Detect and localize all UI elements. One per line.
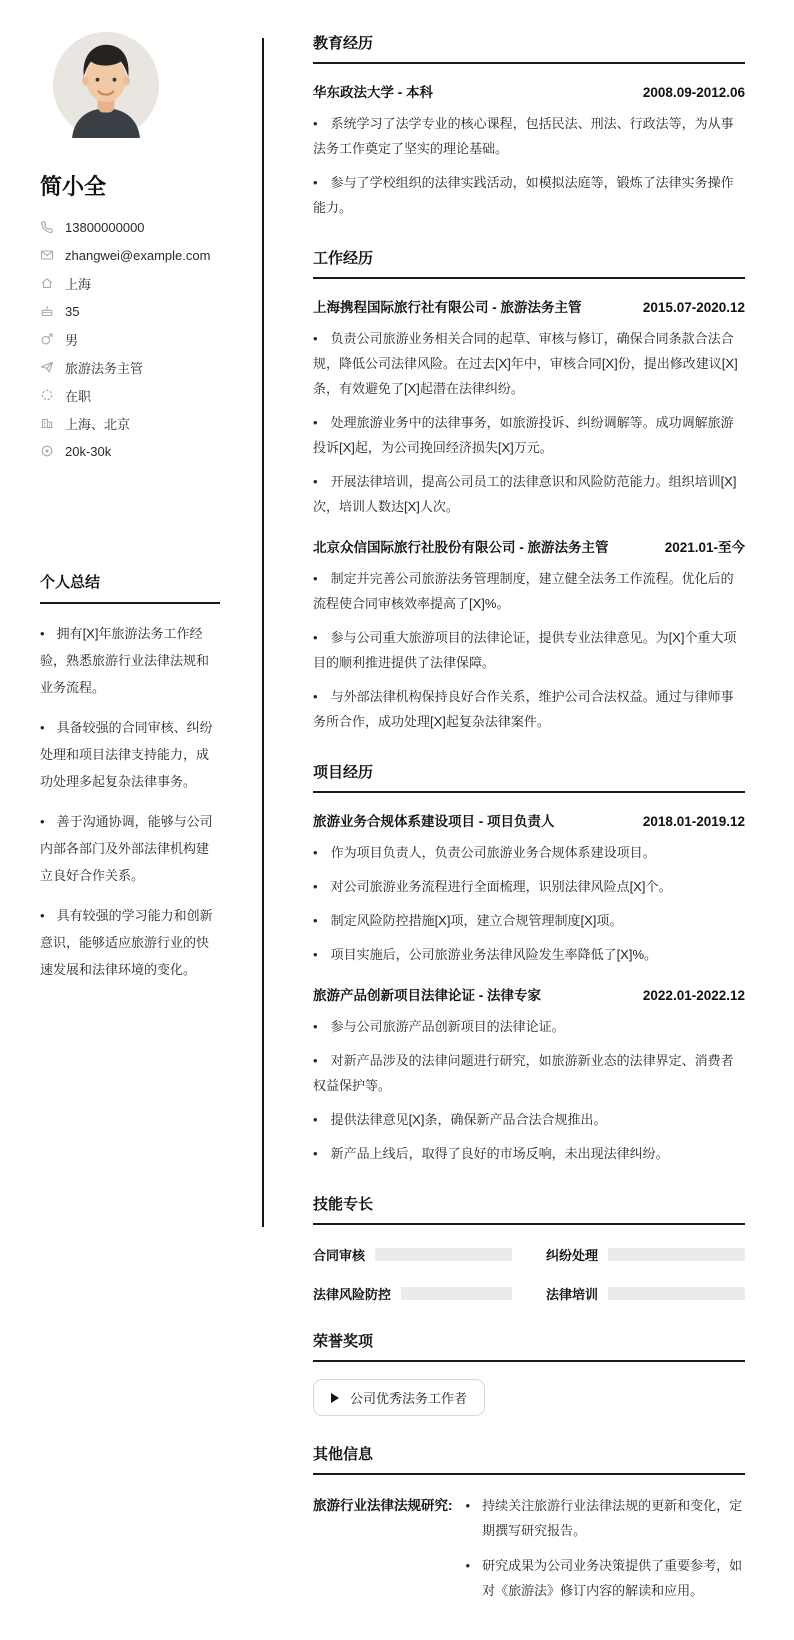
entry-header xyxy=(313,81,745,101)
project-bullet: • 项目实施后，公司旅游业务法律风险发生率降低了[X]%。 xyxy=(313,942,745,967)
contact-salary-text: 20k-30k xyxy=(65,443,112,459)
work-bullet: • 与外部法律机构保持良好合作关系，维护公司合法权益。通过与律师事务所合作，成功处理[X]起复杂法律案件。 xyxy=(313,684,745,734)
skill-bar xyxy=(608,1248,745,1261)
other-bullet xyxy=(466,1493,746,1543)
status-icon xyxy=(40,388,54,402)
contact-position xyxy=(40,353,220,381)
project-bullet: • 作为项目负责人，负责公司旅游业务合规体系建设项目。 xyxy=(313,840,745,865)
entry-header xyxy=(313,810,745,830)
skill-label: 纠纷处理 xyxy=(546,1248,599,1263)
work-title: 工作经历 xyxy=(313,247,745,279)
work-entry xyxy=(313,296,745,519)
position-icon xyxy=(40,360,54,374)
honors-title: 荣誉奖项 xyxy=(313,1330,745,1362)
company-name: 上海携程国际旅行社有限公司 - 旅游法务主管 xyxy=(313,300,582,315)
education-entry xyxy=(313,81,745,220)
city-icon xyxy=(40,416,54,430)
skill-label: 法律培训 xyxy=(546,1287,599,1302)
education-section xyxy=(313,32,745,220)
contact-gender xyxy=(40,325,220,353)
project-bullets xyxy=(313,1014,745,1166)
work-bullets xyxy=(313,326,745,519)
contact-cities-text: 上海、北京 xyxy=(65,416,131,432)
candidate-name: 简小全 xyxy=(40,174,107,199)
school-name: 华东政法大学 - 本科 xyxy=(313,85,433,100)
education-bullets xyxy=(313,111,745,220)
work-entry xyxy=(313,536,745,734)
other-row xyxy=(313,1493,745,1613)
project-entry xyxy=(313,810,745,967)
work-date: 2015.07-2020.12 xyxy=(642,300,745,315)
skill-bar xyxy=(608,1287,745,1300)
contact-age-text: 35 xyxy=(65,303,80,319)
play-icon xyxy=(331,1393,339,1403)
project-name: 旅游产品创新项目法律论证 - 法律专家 xyxy=(313,988,541,1003)
summary-bullet: • 具有较强的学习能力和创新意识，能够适应旅游行业的快速发展和法律环境的变化。 xyxy=(40,902,220,983)
contact-list xyxy=(40,213,220,465)
contact-salary xyxy=(40,437,220,465)
entry-header xyxy=(313,296,745,316)
other-bullet-text: 研究成果为公司业务决策提供了重要参考，如对《旅游法》修订内容的解读和应用。 xyxy=(482,1558,743,1598)
other-bullet-text: 持续关注旅游行业法律法规的更新和变化，定期撰写研究报告。 xyxy=(482,1498,743,1538)
education-title: 教育经历 xyxy=(313,32,745,64)
summary-bullet: • 善于沟通协调，能够与公司内部各部门及外部法律机构建立良好合作关系。 xyxy=(40,808,220,889)
project-bullet: • 提供法律意见[X]条，确保新产品合法合规推出。 xyxy=(313,1107,745,1132)
contact-position-text: 旅游法务主管 xyxy=(65,360,144,376)
contact-location xyxy=(40,269,220,297)
contact-cities xyxy=(40,409,220,437)
skill-item xyxy=(313,1284,512,1303)
skill-label: 法律风险防控 xyxy=(313,1287,392,1302)
work-date: 2021.01-至今 xyxy=(664,540,745,555)
age-icon xyxy=(40,304,54,318)
project-bullet: • 对公司旅游业务流程进行全面梳理，识别法律风险点[X]个。 xyxy=(313,874,745,899)
other-bullet xyxy=(466,1553,746,1603)
skill-label: 合同审核 xyxy=(313,1248,366,1263)
honor-badge xyxy=(313,1379,485,1416)
main-column xyxy=(313,32,745,1640)
work-bullet: • 开展法律培训，提高公司员工的法律意识和风险防范能力。组织培训[X]次，培训人数达[X]人次。 xyxy=(313,469,745,519)
work-bullet: • 参与公司重大旅游项目的法律论证，提供专业法律意见。为[X]个重大项目的顺利推进提供了法律保障。 xyxy=(313,625,745,675)
contact-age xyxy=(40,297,220,325)
home-icon xyxy=(40,276,54,290)
contact-status-text: 在职 xyxy=(65,388,92,404)
skills-section xyxy=(313,1193,745,1303)
email-icon xyxy=(40,248,54,262)
skill-item xyxy=(546,1245,745,1264)
summary-list xyxy=(40,620,220,983)
contact-phone xyxy=(40,213,220,241)
education-bullet: • 参与了学校组织的法律实践活动，如模拟法庭等，锻炼了法律实务操作能力。 xyxy=(313,170,745,220)
contact-gender-text: 男 xyxy=(65,332,79,348)
avatar xyxy=(53,32,159,138)
project-bullet: • 对新产品涉及的法律问题进行研究，如旅游新业态的法律界定、消费者权益保护等。 xyxy=(313,1048,745,1098)
phone-icon xyxy=(40,220,54,234)
skill-bar xyxy=(375,1248,512,1261)
entry-header xyxy=(313,984,745,1004)
projects-section xyxy=(313,761,745,1166)
entry-header xyxy=(313,536,745,556)
contact-status xyxy=(40,381,220,409)
projects-title: 项目经历 xyxy=(313,761,745,793)
skills-title: 技能专长 xyxy=(313,1193,745,1225)
other-title: 其他信息 xyxy=(313,1443,745,1475)
other-bullets xyxy=(466,1493,746,1613)
project-entry xyxy=(313,984,745,1166)
contact-email-text: zhangwei@example.com xyxy=(65,247,211,263)
work-bullet: • 处理旅游业务中的法律事务，如旅游投诉、纠纷调解等。成功调解旅游投诉[X]起，为公司挽回经济损失[X]万元。 xyxy=(313,410,745,460)
summary-title: 个人总结 xyxy=(40,571,220,604)
summary-bullet: • 拥有[X]年旅游法务工作经验，熟悉旅游行业法律法规和业务流程。 xyxy=(40,620,220,701)
sidebar xyxy=(40,32,220,996)
bullet-dot: • xyxy=(465,1558,471,1573)
project-bullet: • 新产品上线后，取得了良好的市场反响，未出现法律纠纷。 xyxy=(313,1141,745,1166)
other-label: 旅游行业法律法规研究: xyxy=(313,1498,453,1513)
contact-location-text: 上海 xyxy=(65,276,92,292)
bullet-dot: • xyxy=(465,1498,471,1513)
project-bullet: • 参与公司旅游产品创新项目的法律论证。 xyxy=(313,1014,745,1039)
vertical-divider xyxy=(262,38,264,1227)
project-name: 旅游业务合规体系建设项目 - 项目负责人 xyxy=(313,814,555,829)
salary-icon xyxy=(40,444,54,458)
project-bullet: • 制定风险防控措施[X]项，建立合规管理制度[X]项。 xyxy=(313,908,745,933)
skill-bar xyxy=(401,1287,512,1300)
project-date: 2022.01-2022.12 xyxy=(642,988,745,1003)
work-bullets xyxy=(313,566,745,734)
education-bullet: • 系统学习了法学专业的核心课程，包括民法、刑法、行政法等，为从事法务工作奠定了坚实的理论基础。 xyxy=(313,111,745,161)
work-bullet: • 负责公司旅游业务相关合同的起草、审核与修订，确保合同条款合法合规，降低公司法律风险。在过去[X]年中，审核合同[X]份，提出修改建议[X]条，有效避免了[X]起潜在法律纠纷。 xyxy=(313,326,745,401)
education-date: 2008.09-2012.06 xyxy=(642,85,745,100)
honors-section xyxy=(313,1330,745,1416)
company-name: 北京众信国际旅行社股份有限公司 - 旅游法务主管 xyxy=(313,540,609,555)
contact-phone-text: 13800000000 xyxy=(65,219,145,235)
project-date: 2018.01-2019.12 xyxy=(642,814,745,829)
summary-bullet: • 具备较强的合同审核、纠纷处理和项目法律支持能力，成功处理多起复杂法律事务。 xyxy=(40,714,220,795)
summary-section xyxy=(40,571,220,983)
skill-item xyxy=(546,1284,745,1303)
gender-icon xyxy=(40,332,54,346)
avatar-illustration xyxy=(53,32,159,138)
skill-item xyxy=(313,1245,512,1264)
work-bullet: • 制定并完善公司旅游法务管理制度，建立健全法务工作流程。优化后的流程使合同审核效率提高了[X]%。 xyxy=(313,566,745,616)
skills-grid xyxy=(313,1245,745,1303)
project-bullets xyxy=(313,840,745,967)
other-section xyxy=(313,1443,745,1613)
work-section xyxy=(313,247,745,734)
contact-email xyxy=(40,241,220,269)
honor-badge-label: 公司优秀法务工作者 xyxy=(350,1391,468,1406)
